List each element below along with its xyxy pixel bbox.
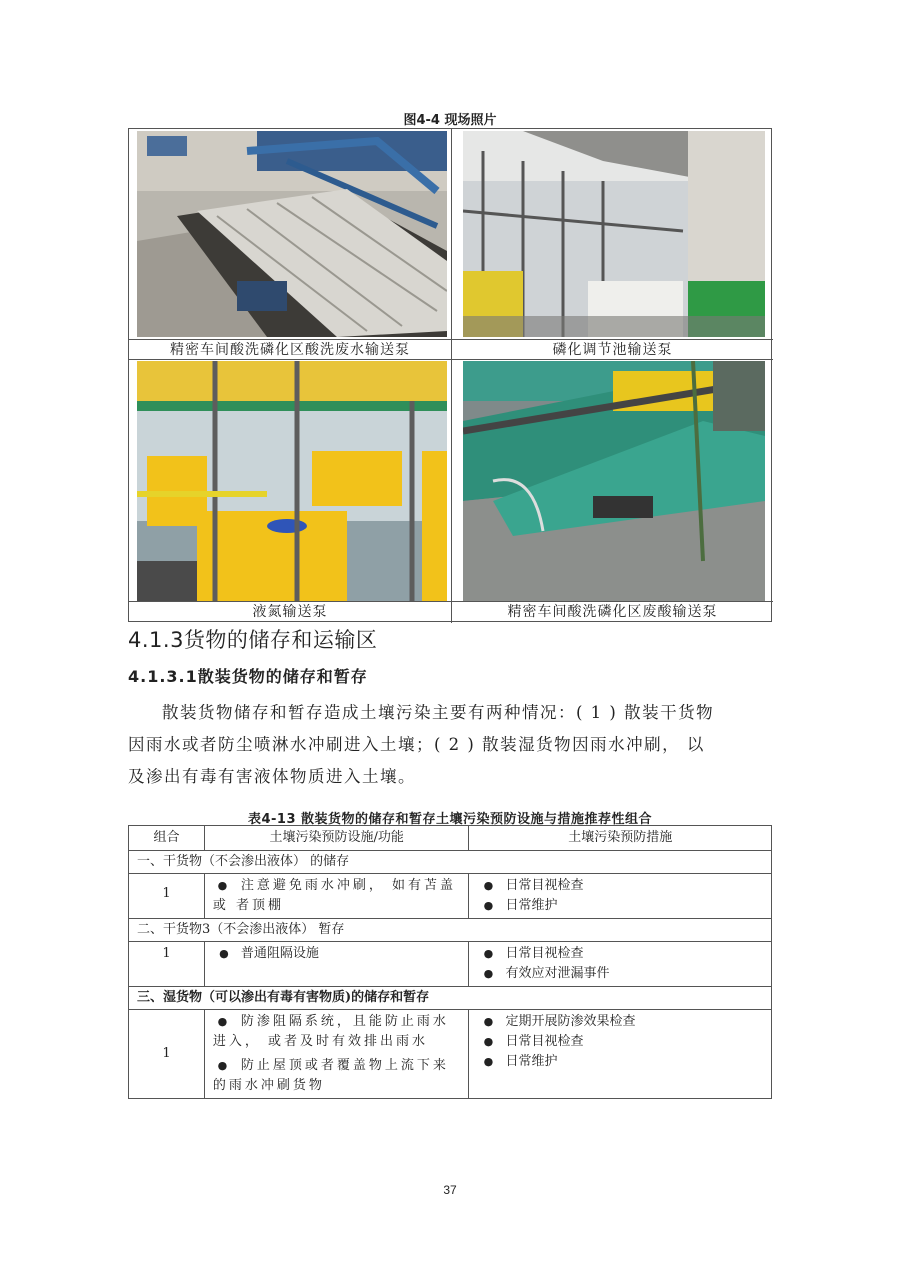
photo-waste-acid-pump [463,361,765,601]
table-caption: 表4-13 散装货物的储存和暂存土壤污染预防设施与措施推荐性组合 [247,812,653,827]
bullet-item: ● 普通阻隔设施 [213,944,461,964]
photo-grid [128,128,772,622]
header-cell: 组合 [129,826,205,851]
facility-cell [204,1010,469,1099]
bullet-icon: ● [217,1015,231,1028]
bullet-icon: ● [483,967,494,980]
bullet-item: ● 防渗阻隔系统，且能防止雨水进入， 或者及时有效排出雨水 [212,1014,449,1049]
photo-caption: 精密车间酸洗磷化区废酸输送泵 [507,604,718,620]
bullet-icon: ● [483,899,494,912]
table-section-row [129,987,772,1010]
bullet-item: ● 日常目视检查 [477,1032,763,1052]
paragraph-line: 及渗出有毒有害液体物质进入土壤。 [128,767,416,786]
facility-cell [204,942,469,987]
bullet-item: ● 注意避免雨水冲刷， 如有苫盖或 者顶棚 [212,878,457,913]
table-row [129,1010,772,1099]
page-number: 37 [443,1183,457,1197]
photo-caption: 磷化调节池输送泵 [552,342,673,358]
bullet-icon: ● [483,947,494,960]
figure-caption: 图4-4 现场照片 [403,113,497,128]
table-header-row [129,826,772,851]
facility-cell [204,874,469,919]
table-row [129,942,772,987]
photo-acid-wastewater-pump [137,131,447,337]
photo-liquid-nitrogen-pump [137,361,447,601]
bullet-item: ● 定期开展防渗效果检查 [477,1012,763,1032]
subsection-heading: 4.1.3.1散装货物的储存和暂存 [128,667,368,686]
group-cell: 1 [129,1010,205,1099]
table-section-row [129,919,772,942]
bullet-icon: ● [217,1059,231,1072]
bullet-item: ● 日常维护 [477,1052,763,1072]
table-row [129,874,772,919]
bullet-item: ● 日常维护 [477,896,763,916]
section-heading: 4.1.3货物的储存和运输区 [128,628,378,652]
measure-cell [469,874,772,919]
photo-caption: 精密车间酸洗磷化区酸洗废水输送泵 [170,342,410,358]
grid-divider-vertical [451,129,452,623]
bullet-icon: ● [483,1015,494,1028]
section-title: 二、干货物3（不会渗出液体） 暂存 [129,919,772,942]
bullet-icon: ● [483,879,494,892]
header-cell: 土壤污染预防措施 [469,826,772,851]
prevention-table [128,825,772,1099]
body-paragraph [128,697,772,793]
photo-caption: 液氮输送泵 [252,604,328,620]
bullet-item: ● 日常目视检查 [477,944,763,964]
section-title: 一、干货物（不会渗出液体） 的储存 [129,851,772,874]
measure-cell [469,1010,772,1099]
group-cell: 1 [129,874,205,919]
bullet-icon: ● [483,1055,494,1068]
paragraph-line: 散装货物储存和暂存造成土壤污染主要有两种情况：( 1 ) 散装干货物 [162,703,715,722]
bullet-icon: ● [219,947,229,960]
section-title: 三、湿货物（可以渗出有毒有害物质)的储存和暂存 [129,987,772,1010]
group-cell: 1 [129,942,205,987]
paragraph-line: 因雨水或者防尘喷淋水冲刷进入土壤；( 2 ) 散装湿货物因雨水冲刷， 以 [128,735,705,754]
bullet-item: ● 日常目视检查 [477,876,763,896]
photo-phosphating-pool-pump [463,131,765,337]
bullet-item: ● 有效应对泄漏事件 [477,964,763,984]
table-section-row [129,851,772,874]
bullet-icon: ● [217,879,231,892]
measure-cell [469,942,772,987]
header-cell: 土壤污染预防设施/功能 [204,826,469,851]
bullet-icon: ● [483,1035,494,1048]
bullet-item: ● 防止屋顶或者覆盖物上流下来 的雨水冲刷货物 [212,1058,449,1093]
